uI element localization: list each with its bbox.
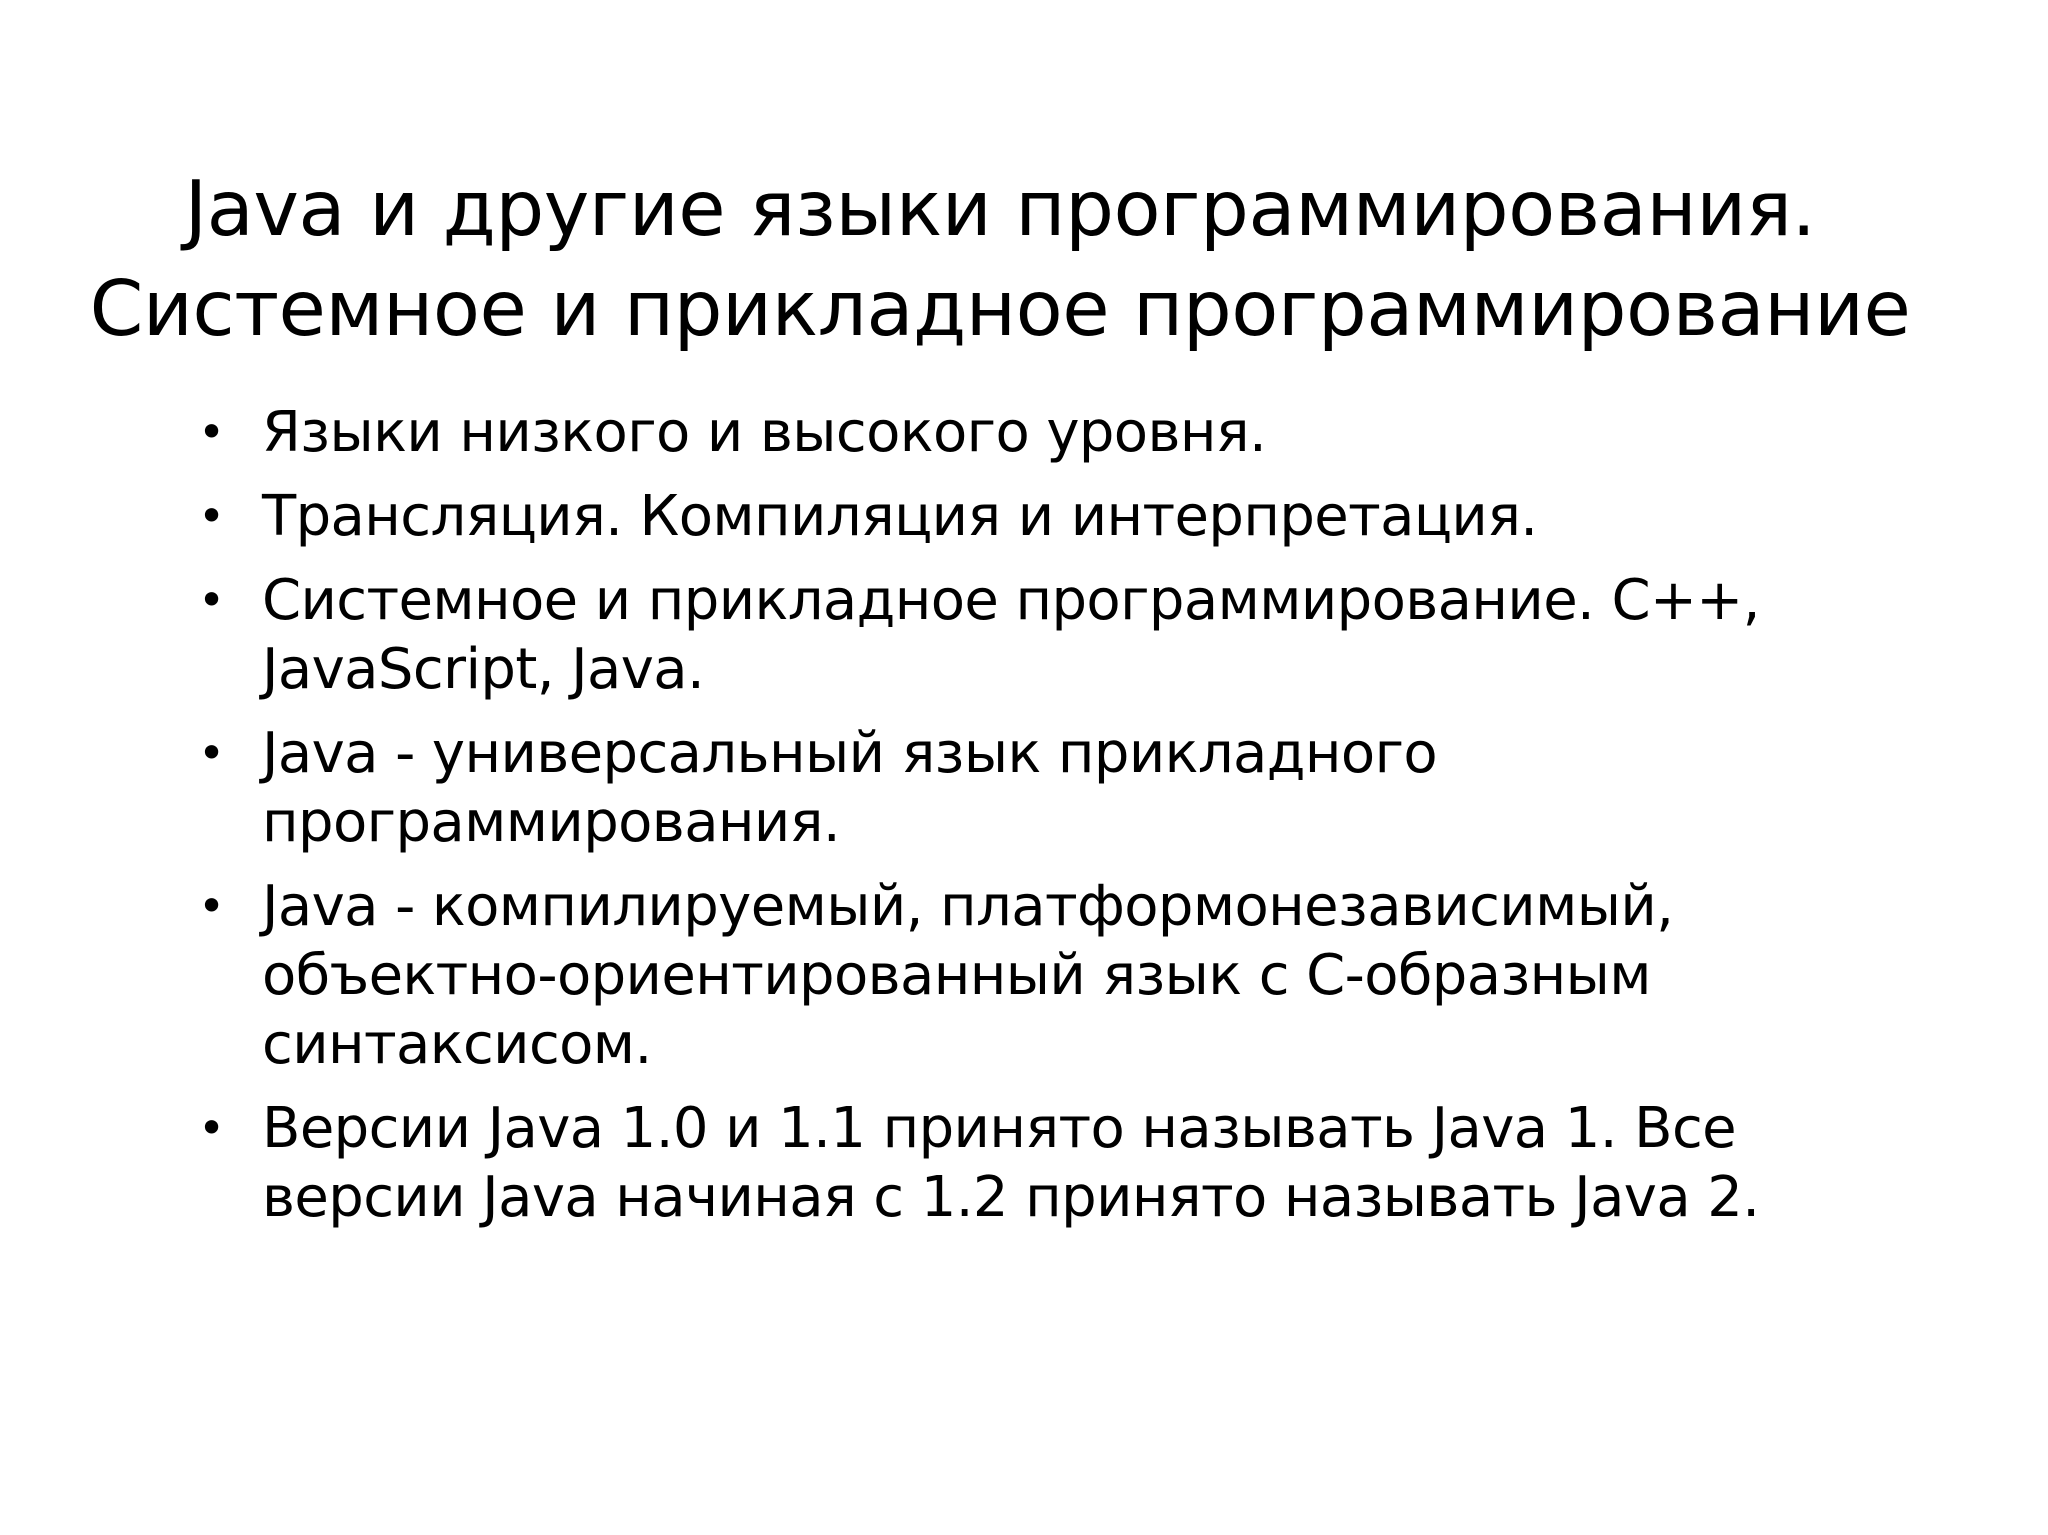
bullet-icon: • <box>198 489 225 543</box>
bullet-icon: • <box>198 726 225 780</box>
bullet-item <box>198 1094 1822 1232</box>
bullet-line: Java - универсальный язык прикладного <box>262 721 1438 786</box>
bullet-text <box>262 1094 1822 1232</box>
bullet-line: JavaScript, Java. <box>262 637 705 702</box>
bullet-line: Системное и прикладное программирование. C++, <box>262 568 1760 633</box>
bullet-line: версии Java начиная с 1.2 принято называть Java 2. <box>262 1165 1760 1230</box>
bullet-line: программирования. <box>262 790 841 855</box>
bullet-item <box>198 566 1822 704</box>
title-line: Java и другие языки программирования. <box>184 165 1816 254</box>
bullet-text <box>262 566 1822 704</box>
bullet-line: объектно-ориентированный язык с С-образным <box>262 943 1651 1008</box>
slide-title <box>0 160 2000 360</box>
bullet-icon: • <box>198 1101 225 1155</box>
bullet-text <box>262 719 1822 857</box>
bullet-line: синтаксисом. <box>262 1012 652 1077</box>
bullet-line: Java - компилируемый, платформонезависимый, <box>262 874 1674 939</box>
bullet-icon: • <box>198 405 225 459</box>
bullet-icon: • <box>198 879 225 933</box>
bullet-text <box>262 482 1822 551</box>
bullet-line: Трансляция. Компиляция и интерпретация. <box>262 484 1538 549</box>
bullet-list <box>198 398 1822 1247</box>
bullet-text <box>262 872 1822 1079</box>
title-line: Системное и прикладное программирование <box>89 265 1911 354</box>
bullet-line: Языки низкого и высокого уровня. <box>262 400 1267 465</box>
bullet-item <box>198 482 1822 551</box>
bullet-line: Версии Java 1.0 и 1.1 принято называть Java 1. Все <box>262 1096 1736 1161</box>
bullet-item <box>198 398 1822 467</box>
bullet-icon: • <box>198 573 225 627</box>
bullet-item <box>198 872 1822 1079</box>
bullet-item <box>198 719 1822 857</box>
bullet-text <box>262 398 1822 467</box>
